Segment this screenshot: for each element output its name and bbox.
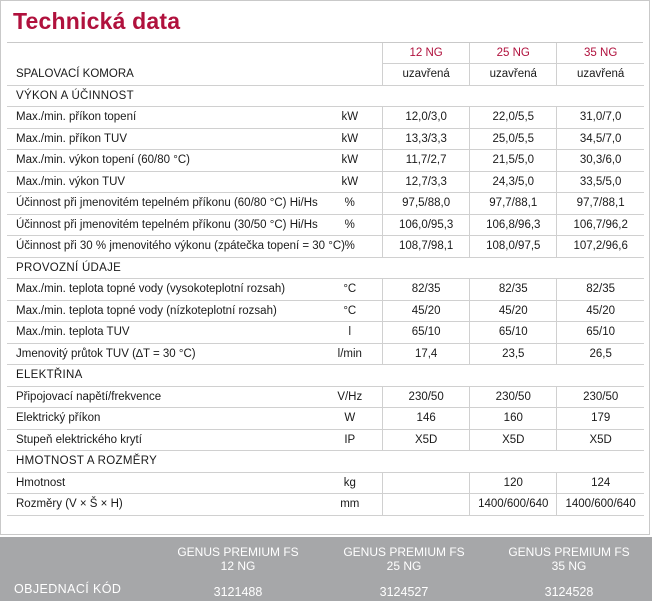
spec-label: Max./min. výkon TUV xyxy=(7,171,317,193)
spec-value: X5D xyxy=(383,429,470,451)
spec-label: Rozměry (V × Š × H) xyxy=(7,494,317,516)
spec-value: 30,3/6,0 xyxy=(557,150,644,172)
spec-value: 17,4 xyxy=(383,343,470,365)
section-header-row xyxy=(7,85,644,107)
spec-value: 25,0/5,5 xyxy=(470,128,557,150)
spec-value: 82/35 xyxy=(383,279,470,301)
page-title: Technická data xyxy=(13,8,181,34)
model-header-25ng: 25 NG xyxy=(470,43,557,64)
spec-label: Stupeň elektrického krytí xyxy=(7,429,317,451)
spec-row xyxy=(7,193,644,215)
spec-value: 12,7/3,3 xyxy=(383,171,470,193)
model-header-unit-spacer xyxy=(317,43,382,64)
spec-value: 45/20 xyxy=(557,300,644,322)
spec-row xyxy=(7,107,644,129)
spec-value: 82/35 xyxy=(557,279,644,301)
spec-label: Elektrický příkon xyxy=(7,408,317,430)
spec-value: 82/35 xyxy=(470,279,557,301)
spec-row xyxy=(7,128,644,150)
spec-label: Účinnost při jmenovitém tepelném příkonu (30/50 °C) Hi/Hs xyxy=(7,214,317,236)
spec-label: Max./min. teplota topné vody (vysokoteplotní rozsah) xyxy=(7,279,317,301)
spec-value: 24,3/5,0 xyxy=(470,171,557,193)
section-header-row xyxy=(7,257,644,279)
section-header-row xyxy=(7,451,644,473)
spec-value xyxy=(383,494,470,516)
spec-row xyxy=(7,236,644,258)
model-header-35ng: 35 NG xyxy=(557,43,644,64)
spec-row xyxy=(7,386,644,408)
section-title: PROVOZNÍ ÚDAJE xyxy=(7,257,644,279)
spec-label: Účinnost při jmenovitém tepelném příkonu (60/80 °C) Hi/Hs xyxy=(7,193,317,215)
spec-value: 97,7/88,1 xyxy=(470,193,557,215)
spec-unit: mm xyxy=(317,494,382,516)
spec-unit: °C xyxy=(317,279,382,301)
spec-value: X5D xyxy=(557,429,644,451)
spec-unit: % xyxy=(317,193,382,215)
spec-value: 45/20 xyxy=(383,300,470,322)
spec-value: 97,7/88,1 xyxy=(557,193,644,215)
footer-product-model: 35 NG xyxy=(551,559,587,573)
spec-value: X5D xyxy=(470,429,557,451)
model-header-row xyxy=(7,43,644,64)
spec-label: Jmenovitý průtok TUV (∆T = 30 °C) xyxy=(7,343,317,365)
spec-value: 1400/600/640 xyxy=(557,494,644,516)
spec-value: 22,0/5,5 xyxy=(470,107,557,129)
spec-row xyxy=(7,408,644,430)
spec-row xyxy=(7,214,644,236)
spec-value: 124 xyxy=(557,472,644,494)
spec-unit xyxy=(317,64,382,86)
spec-row xyxy=(7,322,644,344)
spec-row xyxy=(7,494,644,516)
spec-value: 108,0/97,5 xyxy=(470,236,557,258)
spec-unit: % xyxy=(317,214,382,236)
spec-row xyxy=(7,300,644,322)
footer-product-model: 12 NG xyxy=(220,559,256,573)
footer-product-name: GENUS PREMIUM FS xyxy=(177,545,299,559)
spec-value: 21,5/5,0 xyxy=(470,150,557,172)
spec-value: 45/20 xyxy=(470,300,557,322)
spec-value: uzavřená xyxy=(470,64,557,86)
model-header-12ng: 12 NG xyxy=(383,43,470,64)
spec-value: 179 xyxy=(557,408,644,430)
spec-value: 65/10 xyxy=(470,322,557,344)
footer-product-name: GENUS PREMIUM FS xyxy=(343,545,465,559)
spec-row xyxy=(7,150,644,172)
order-code-label: OBJEDNACÍ KÓD xyxy=(14,582,122,596)
model-header-spacer xyxy=(7,43,317,64)
spec-value: 34,5/7,0 xyxy=(557,128,644,150)
section-title: HMOTNOST A ROZMĚRY xyxy=(7,451,644,473)
spec-label: Max./min. výkon topení (60/80 °C) xyxy=(7,150,317,172)
spec-row xyxy=(7,472,644,494)
spec-unit: °C xyxy=(317,300,382,322)
spec-row xyxy=(7,343,644,365)
spec-unit: kW xyxy=(317,150,382,172)
spec-unit: l/min xyxy=(317,343,382,365)
spec-value: 33,5/5,0 xyxy=(557,171,644,193)
spec-value: 230/50 xyxy=(557,386,644,408)
spec-value: 108,7/98,1 xyxy=(383,236,470,258)
spec-unit: l xyxy=(317,322,382,344)
spec-label: Hmotnost xyxy=(7,472,317,494)
section-title: ELEKTŘINA xyxy=(7,365,644,387)
spec-row xyxy=(7,171,644,193)
spec-unit: IP xyxy=(317,429,382,451)
section-title: VÝKON A ÚČINNOST xyxy=(7,85,644,107)
spec-value: 106,7/96,2 xyxy=(557,214,644,236)
spec-value: 1400/600/640 xyxy=(470,494,557,516)
spec-value: 13,3/3,3 xyxy=(383,128,470,150)
spec-value: 106,0/95,3 xyxy=(383,214,470,236)
footer-product-35ng xyxy=(499,545,639,599)
order-code-25ng: 3124527 xyxy=(379,585,429,599)
spec-value: uzavřená xyxy=(557,64,644,86)
spec-value: 65/10 xyxy=(383,322,470,344)
footer-product-25ng xyxy=(334,545,474,599)
spec-row xyxy=(7,279,644,301)
spec-unit: kW xyxy=(317,107,382,129)
order-code-12ng: 3121488 xyxy=(213,585,263,599)
spec-label: Max./min. teplota topné vody (nízkoteplotní rozsah) xyxy=(7,300,317,322)
spec-label: Účinnost při 30 % jmenovitého výkonu (zpátečka topení = 30 °C) xyxy=(7,236,317,258)
spec-value: uzavřená xyxy=(383,64,470,86)
spec-label: Max./min. příkon topení xyxy=(7,107,317,129)
spec-table xyxy=(7,43,644,516)
spec-value: 120 xyxy=(470,472,557,494)
spec-value: 11,7/2,7 xyxy=(383,150,470,172)
spec-unit: W xyxy=(317,408,382,430)
spec-value: 106,8/96,3 xyxy=(470,214,557,236)
spec-unit: V/Hz xyxy=(317,386,382,408)
spec-row xyxy=(7,429,644,451)
spec-label: Připojovací napětí/frekvence xyxy=(7,386,317,408)
footer-product-12ng xyxy=(168,545,308,599)
spec-unit: % xyxy=(317,236,382,258)
section-header-row xyxy=(7,365,644,387)
order-code-35ng: 3124528 xyxy=(544,585,594,599)
spec-label: Max./min. příkon TUV xyxy=(7,128,317,150)
order-code-footer xyxy=(0,537,652,601)
footer-product-name: GENUS PREMIUM FS xyxy=(508,545,630,559)
spec-value: 230/50 xyxy=(470,386,557,408)
spec-unit: kW xyxy=(317,128,382,150)
spec-value: 65/10 xyxy=(557,322,644,344)
spec-value: 31,0/7,0 xyxy=(557,107,644,129)
spec-unit: kW xyxy=(317,171,382,193)
spec-value: 26,5 xyxy=(557,343,644,365)
spec-row xyxy=(7,64,644,86)
spec-value: 146 xyxy=(383,408,470,430)
spec-unit: kg xyxy=(317,472,382,494)
spec-label: SPALOVACÍ KOMORA xyxy=(7,64,317,86)
spec-value: 23,5 xyxy=(470,343,557,365)
spec-value: 160 xyxy=(470,408,557,430)
spec-label: Max./min. teplota TUV xyxy=(7,322,317,344)
spec-value: 97,5/88,0 xyxy=(383,193,470,215)
spec-value: 12,0/3,0 xyxy=(383,107,470,129)
footer-product-model: 25 NG xyxy=(386,559,422,573)
spec-value xyxy=(383,472,470,494)
spec-value: 107,2/96,6 xyxy=(557,236,644,258)
spec-table-wrapper xyxy=(7,43,644,516)
spec-value: 230/50 xyxy=(383,386,470,408)
